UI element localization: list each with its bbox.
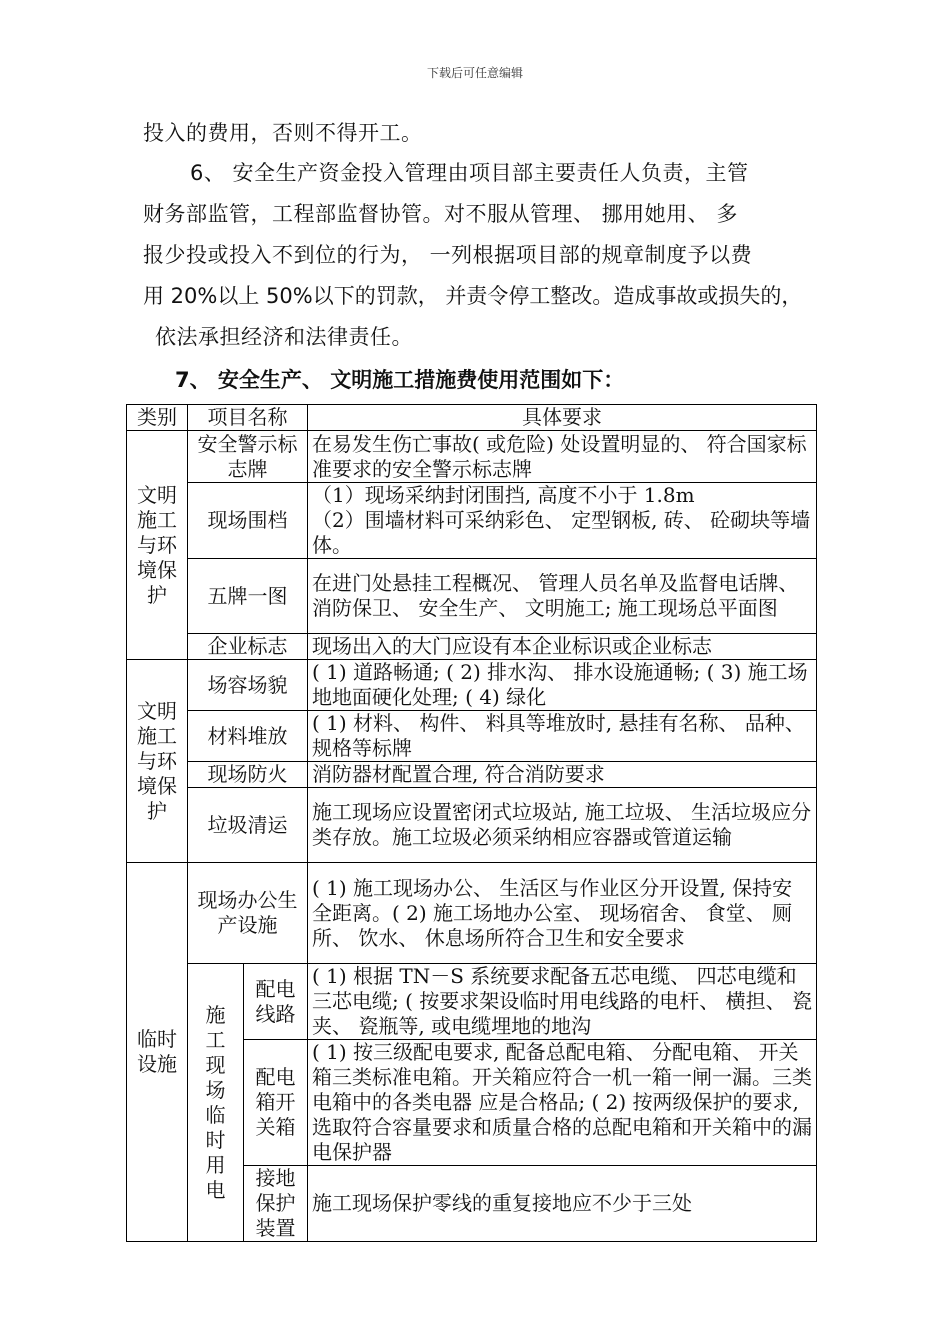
requirement-cell: ( 1) 根据 TN－S 系统要求配备五芯电缆、 四芯电缆和三芯电缆; ( 按要求架设临时用电线路的电杆、 横担、 瓷夹、 瓷瓶等, 或电缆埋地的地沟 — [308, 964, 817, 1040]
item-cell: 配电线路 — [244, 964, 308, 1040]
electric-group-cell: 施工现场临时用电 — [188, 964, 244, 1242]
item-cell: 现场办公生产设施 — [188, 863, 308, 964]
item-cell: 企业标志 — [188, 634, 308, 660]
item-cell: 现场防火 — [188, 762, 308, 788]
requirement-cell: 在进门处悬挂工程概况、 管理人员名单及监督电话牌、 消防保卫、 安全生产、 文明施工; 施工现场总平面图 — [308, 559, 817, 634]
header-category: 类别 — [127, 405, 188, 431]
requirement-cell: 消防器材配置合理, 符合消防要求 — [308, 762, 817, 788]
item-cell: 现场围档 — [188, 483, 308, 559]
item-cell: 接地保护装置 — [244, 1166, 308, 1242]
table-row — [127, 634, 817, 660]
header-item: 项目名称 — [188, 405, 308, 431]
paragraph-line: 报少投或投入不到位的行为， 一列根据项目部的规章制度予以费 — [143, 243, 753, 267]
paragraph-line: 依法承担经济和法律责任。 — [155, 325, 413, 349]
item-cell: 材料堆放 — [188, 711, 308, 762]
requirement-cell: 现场出入的大门应设有本企业标识或企业标志 — [308, 634, 817, 660]
category-cell: 文明施工与环境保护 — [127, 660, 188, 863]
table-row — [127, 863, 817, 964]
requirement-cell: ( 1) 施工现场办公、 生活区与作业区分开设置, 保持安全距离。( 2) 施工场地办公室、 现场宿舍、 食堂、 厕所、 饮水、 休息场所符合卫生和安全要求 — [308, 863, 817, 964]
paragraph-line: 财务部监管，工程部监督协管。对不服从管理、 挪用她用、 多 — [143, 202, 738, 226]
table-row — [127, 431, 817, 483]
item-cell: 安全警示标志牌 — [188, 431, 308, 483]
item-cell: 垃圾清运 — [188, 788, 308, 863]
paragraph-line: 用 20%以上 50%以下的罚款， 并责令停工整改。造成事故或损失的， — [143, 284, 803, 308]
table-row — [127, 788, 817, 863]
requirement-cell: （1）现场采纳封闭围挡, 高度不小于 1.8m （2）围墙材料可采纳彩色、 定型钢板, 砖、 砼砌块等墙体。 — [308, 483, 817, 559]
requirement-cell: 施工现场保护零线的重复接地应不少于三处 — [308, 1166, 817, 1242]
requirement-cell: 施工现场应设置密闭式垃圾站, 施工垃圾、 生活垃圾应分类存放。施工垃圾必须采纳相应容器或管道运输 — [308, 788, 817, 863]
table-row — [127, 559, 817, 634]
item-cell: 场容场貌 — [188, 660, 308, 711]
requirement-cell: ( 1) 道路畅通; ( 2) 排水沟、 排水设施通畅; ( 3) 施工场地地面硬化处理; ( 4) 绿化 — [308, 660, 817, 711]
header-requirement: 具体要求 — [308, 405, 817, 431]
requirement-cell: ( 1) 按三级配电要求, 配备总配电箱、 分配电箱、 开关箱三类标准电箱。开关箱应符合一机一箱一闸一漏。三类电箱中的各类电器 应是合格品; ( 2) 按两级保护的要求, 选取符合容量要求和质量合格的总配电箱和开关箱中的漏电保护器 — [308, 1040, 817, 1166]
item-cell: 配电箱开关箱 — [244, 1040, 308, 1166]
category-cell: 文明施工与环境保护 — [127, 431, 188, 660]
header-note: 下载后可任意编辑 — [426, 66, 523, 80]
requirements-table — [126, 404, 817, 1242]
table-row — [127, 660, 817, 711]
category-cell: 临时设施 — [127, 863, 188, 1242]
table-row — [127, 964, 817, 1040]
table-row — [127, 762, 817, 788]
table-row — [127, 711, 817, 762]
paragraph-line: 6、 安全生产资金投入管理由项目部主要责任人负责，主管 — [190, 161, 749, 185]
requirement-cell: ( 1) 材料、 构件、 料具等堆放时, 悬挂有名称、 品种、 规格等标牌 — [308, 711, 817, 762]
table-header-row — [127, 405, 817, 431]
table-row — [127, 483, 817, 559]
item-cell: 五牌一图 — [188, 559, 308, 634]
section-title: 7、 安全生产、 文明施工措施费使用范围如下： — [175, 368, 625, 392]
paragraph-line: 投入的费用，否则不得开工。 — [143, 121, 423, 145]
requirement-cell: 在易发生伤亡事故( 或危险) 处设置明显的、 符合国家标准要求的安全警示标志牌 — [308, 431, 817, 483]
